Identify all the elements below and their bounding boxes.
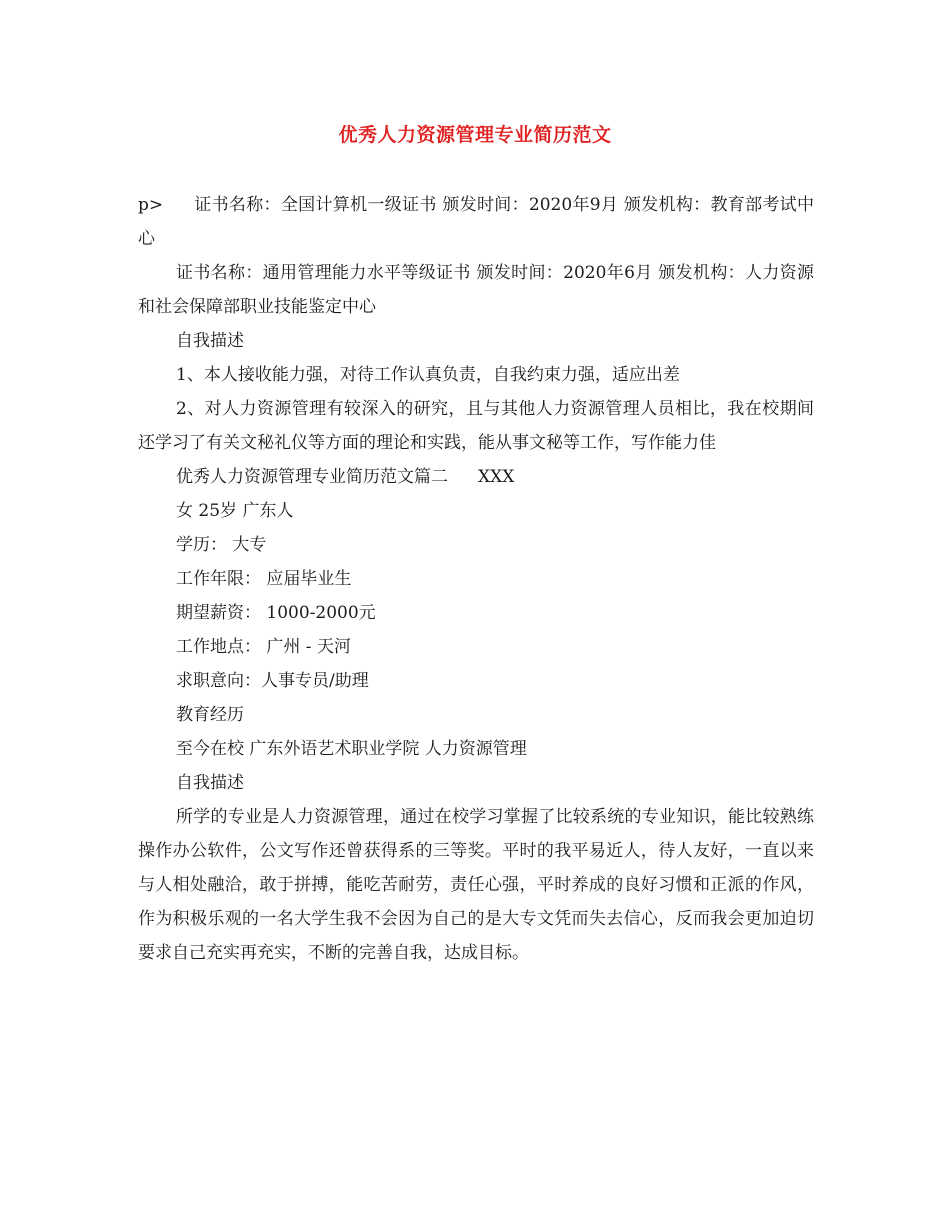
self-description-paragraph: 所学的专业是人力资源管理，通过在校学习掌握了比较系统的专业知识，能比较熟练操作办公软件，公文写作还曾获得系的三等奖。平时的我平易近人，待人友好，一直以来与人相处融洽，敢于拼搏，能吃苦耐劳，责任心强，平时养成的良好习惯和正派的作风，作为积极乐观的一名大学生我不会因为自己的是大专文凭而失去信心，反而我会更加迫切要求自己充实再充实，不断的完善自我，达成目标。	[138, 807, 814, 963]
certificate-1	[138, 188, 814, 256]
certificate-2: 证书名称：通用管理能力水平等级证书 颁发时间：2020年6月 颁发机构：人力资源和社会保障部职业技能鉴定中心	[138, 263, 814, 317]
work-location: 工作地点： 广州 - 天河	[176, 637, 351, 657]
education-level: 学历： 大专	[176, 535, 267, 555]
work-years: 工作年限： 应届毕业生	[176, 569, 352, 589]
self-description-item-1: 1、本人接收能力强，对待工作认真负责，自我约束力强，适应出差	[176, 365, 680, 385]
education-heading: 教育经历	[176, 705, 244, 725]
self-description-heading-1: 自我描述	[176, 331, 244, 351]
candidate-name: XXX	[478, 467, 515, 487]
document-title: 优秀人力资源管理专业简历范文	[338, 124, 612, 146]
expected-salary: 期望薪资： 1000-2000元	[176, 603, 376, 623]
education-entry: 至今在校 广东外语艺术职业学院 人力资源管理	[176, 739, 527, 759]
resume-2-heading-line	[138, 460, 814, 494]
certificate-1-text: 证书名称：全国计算机一级证书 颁发时间：2020年9月 颁发机构：教育部考试中心	[138, 195, 814, 249]
self-description-heading-2: 自我描述	[176, 773, 244, 793]
resume-2-heading: 优秀人力资源管理专业简历范文篇二	[176, 467, 448, 487]
job-intention: 求职意向：人事专员/助理	[176, 671, 369, 691]
self-description-item-2: 2、对人力资源管理有较深入的研究，且与其他人力资源管理人员相比，我在校期间还学习了有关文秘礼仪等方面的理论和实践，能从事文秘等工作，写作能力佳	[138, 399, 814, 453]
stray-prefix: p>	[138, 195, 164, 215]
document-body	[138, 188, 814, 970]
candidate-basic-info: 女 25岁 广东人	[176, 501, 294, 521]
